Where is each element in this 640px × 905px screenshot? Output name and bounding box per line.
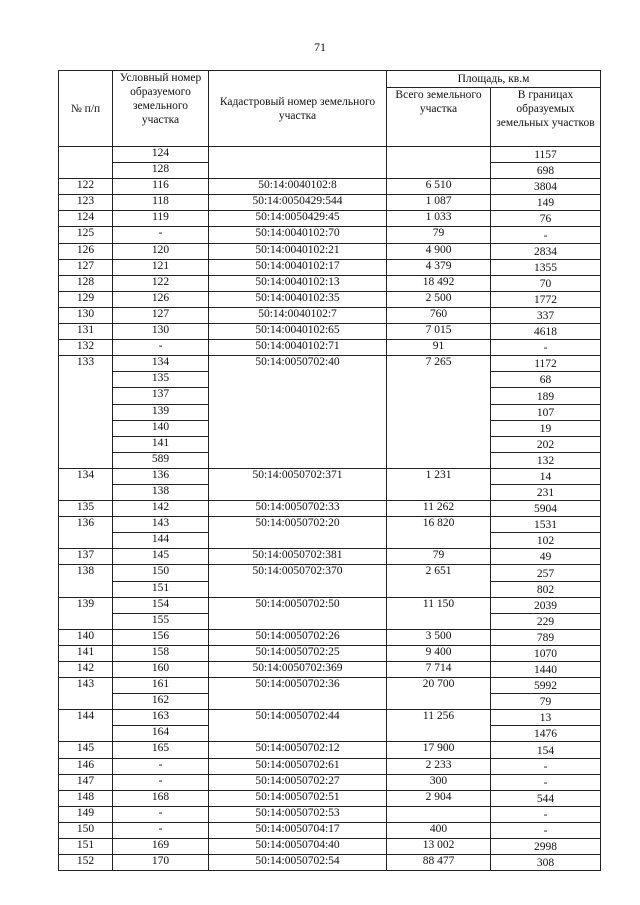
cadastral-number-cell: 50:14:0050429:544 — [209, 195, 387, 211]
area-total-cell: 2 651 — [387, 565, 491, 597]
area-within-cell: 1531 — [491, 517, 601, 533]
area-within-cell: 49 — [491, 549, 601, 565]
conditional-number-cell: 155 — [113, 613, 209, 629]
area-total-cell: 2 904 — [387, 790, 491, 806]
conditional-number-cell: 141 — [113, 436, 209, 452]
conditional-number-cell: - — [113, 758, 209, 774]
table-row — [59, 645, 601, 661]
cadastral-number-cell: 50:14:0050702:27 — [209, 774, 387, 790]
area-within-cell: 1157 — [491, 147, 601, 163]
area-within-cell: 154 — [491, 742, 601, 758]
area-within-cell: 257 — [491, 565, 601, 581]
cadastral-number-cell: 50:14:0050702:36 — [209, 678, 387, 710]
conditional-number-cell: 164 — [113, 726, 209, 742]
area-within-cell: - — [491, 340, 601, 356]
area-within-cell: 189 — [491, 388, 601, 404]
cadastral-number-cell: 50:14:0050702:381 — [209, 549, 387, 565]
row-number-cell: 150 — [59, 822, 113, 838]
table-row — [59, 195, 601, 211]
conditional-number-cell: 144 — [113, 533, 209, 549]
area-within-cell: 2834 — [491, 243, 601, 259]
cadastral-number-cell: 50:14:0040102:70 — [209, 227, 387, 243]
row-number-cell: 139 — [59, 597, 113, 629]
cadastral-number-cell: 50:14:0050702:370 — [209, 565, 387, 597]
row-number-cell: 152 — [59, 855, 113, 871]
table-row — [59, 291, 601, 307]
row-number-cell: 145 — [59, 742, 113, 758]
row-number-cell: 141 — [59, 645, 113, 661]
conditional-number-cell: - — [113, 774, 209, 790]
area-within-cell: - — [491, 227, 601, 243]
cadastral-number-cell: 50:14:0050429:45 — [209, 211, 387, 227]
cadastral-number-cell: 50:14:0050702:12 — [209, 742, 387, 758]
row-number-cell: 146 — [59, 758, 113, 774]
cadastral-number-cell: 50:14:0050702:54 — [209, 855, 387, 871]
conditional-number-cell: 170 — [113, 855, 209, 871]
area-within-cell: 79 — [491, 694, 601, 710]
conditional-number-cell: 150 — [113, 565, 209, 581]
row-number-cell: 134 — [59, 468, 113, 500]
cadastral-number-cell: 50:14:0050702:369 — [209, 662, 387, 678]
area-within-cell: 1355 — [491, 259, 601, 275]
table-row — [59, 855, 601, 871]
cadastral-number-cell: 50:14:0050702:51 — [209, 790, 387, 806]
area-within-cell: 1772 — [491, 291, 601, 307]
area-within-cell: 3804 — [491, 179, 601, 195]
row-number-cell: 144 — [59, 710, 113, 742]
conditional-number-cell: 154 — [113, 597, 209, 613]
area-within-cell: 2039 — [491, 597, 601, 613]
area-total-cell: 79 — [387, 227, 491, 243]
table-row — [59, 758, 601, 774]
cadastral-number-cell: 50:14:0040102:21 — [209, 243, 387, 259]
conditional-number-cell: 162 — [113, 694, 209, 710]
area-total-cell: 7 265 — [387, 356, 491, 469]
area-total-cell: 18 492 — [387, 275, 491, 291]
row-number-cell: 142 — [59, 662, 113, 678]
area-total-cell: 16 820 — [387, 517, 491, 549]
conditional-number-cell: 142 — [113, 501, 209, 517]
area-within-cell: 4618 — [491, 324, 601, 340]
table-row — [59, 790, 601, 806]
header-area-group: Площадь, кв.м — [387, 71, 601, 88]
table-row — [59, 678, 601, 694]
header-area-total: Всего земельного участка — [387, 88, 491, 147]
row-number-cell: 138 — [59, 565, 113, 597]
conditional-number-cell: - — [113, 340, 209, 356]
cadastral-number-cell: 50:14:0050702:20 — [209, 517, 387, 549]
table-row — [59, 710, 601, 726]
area-within-cell: - — [491, 822, 601, 838]
area-within-cell: 308 — [491, 855, 601, 871]
table-row — [59, 307, 601, 323]
area-total-cell: 7 714 — [387, 662, 491, 678]
table-row — [59, 839, 601, 855]
cadastral-number-cell: 50:14:0050702:61 — [209, 758, 387, 774]
cadastral-number-cell: 50:14:0050702:40 — [209, 356, 387, 469]
header-conditional-number: Условный номер образуемого земельного участка — [113, 71, 209, 147]
conditional-number-cell: 126 — [113, 291, 209, 307]
row-number-cell: 135 — [59, 501, 113, 517]
conditional-number-cell: 116 — [113, 179, 209, 195]
conditional-number-cell: 121 — [113, 259, 209, 275]
cadastral-number-cell: 50:14:0040102:7 — [209, 307, 387, 323]
area-within-cell: 229 — [491, 613, 601, 629]
area-total-cell: 2 233 — [387, 758, 491, 774]
table-row — [59, 629, 601, 645]
table-row — [59, 356, 601, 372]
area-within-cell: 107 — [491, 404, 601, 420]
row-number-cell: 151 — [59, 839, 113, 855]
page-number: 71 — [314, 40, 326, 54]
area-within-cell: - — [491, 806, 601, 822]
cadastral-number-cell: 50:14:0050702:371 — [209, 468, 387, 500]
cadastral-number-cell: 50:14:0040102:65 — [209, 324, 387, 340]
conditional-number-cell: 156 — [113, 629, 209, 645]
area-total-cell: 1 033 — [387, 211, 491, 227]
row-number-cell: 125 — [59, 227, 113, 243]
table-row — [59, 549, 601, 565]
table-row — [59, 468, 601, 484]
table-row — [59, 324, 601, 340]
table-row — [59, 259, 601, 275]
cadastral-number-cell: 50:14:0050704:40 — [209, 839, 387, 855]
table-row — [59, 501, 601, 517]
area-within-cell: 2998 — [491, 839, 601, 855]
conditional-number-cell: 135 — [113, 372, 209, 388]
conditional-number-cell: 143 — [113, 517, 209, 533]
area-within-cell: 1070 — [491, 645, 601, 661]
cadastral-number-cell: 50:14:0050702:44 — [209, 710, 387, 742]
conditional-number-cell: 589 — [113, 452, 209, 468]
conditional-number-cell: 168 — [113, 790, 209, 806]
area-within-cell: 1476 — [491, 726, 601, 742]
cadastral-number-cell: 50:14:0040102:13 — [209, 275, 387, 291]
conditional-number-cell: - — [113, 227, 209, 243]
area-total-cell: 17 900 — [387, 742, 491, 758]
area-within-cell: 14 — [491, 468, 601, 484]
conditional-number-cell: 134 — [113, 356, 209, 372]
area-within-cell: 337 — [491, 307, 601, 323]
area-within-cell: 1172 — [491, 356, 601, 372]
conditional-number-cell: 139 — [113, 404, 209, 420]
area-total-cell: 400 — [387, 822, 491, 838]
area-within-cell: 231 — [491, 484, 601, 500]
cadastral-number-cell: 50:14:0040102:8 — [209, 179, 387, 195]
conditional-number-cell: 158 — [113, 645, 209, 661]
conditional-number-cell: 160 — [113, 662, 209, 678]
area-within-cell: 698 — [491, 163, 601, 179]
table-row — [59, 227, 601, 243]
table-row — [59, 243, 601, 259]
table-row — [59, 211, 601, 227]
area-within-cell: 5992 — [491, 678, 601, 694]
area-total-cell: 6 510 — [387, 179, 491, 195]
conditional-number-cell: 128 — [113, 163, 209, 179]
area-total-cell: 1 087 — [387, 195, 491, 211]
conditional-number-cell: 169 — [113, 839, 209, 855]
cadastral-number-cell: 50:14:0040102:17 — [209, 259, 387, 275]
row-number-cell: 140 — [59, 629, 113, 645]
row-number-cell: 148 — [59, 790, 113, 806]
area-within-cell: 802 — [491, 581, 601, 597]
row-number-cell: 129 — [59, 291, 113, 307]
area-total-cell: 3 500 — [387, 629, 491, 645]
area-total-cell: 88 477 — [387, 855, 491, 871]
area-within-cell: 132 — [491, 452, 601, 468]
table-row — [59, 565, 601, 581]
conditional-number-cell: 122 — [113, 275, 209, 291]
table-row — [59, 806, 601, 822]
area-total-cell: 4 379 — [387, 259, 491, 275]
cadastral-number-cell: 50:14:0050704:17 — [209, 822, 387, 838]
conditional-number-cell: 136 — [113, 468, 209, 484]
table-row — [59, 179, 601, 195]
row-number-cell: 122 — [59, 179, 113, 195]
row-number-cell: 149 — [59, 806, 113, 822]
row-number-cell: 126 — [59, 243, 113, 259]
header-area-within: В границах образуемых земельных участков — [491, 88, 601, 147]
conditional-number-cell: 120 — [113, 243, 209, 259]
header-num: № п/п — [59, 71, 113, 147]
row-number-cell: 123 — [59, 195, 113, 211]
area-total-cell: 11 262 — [387, 501, 491, 517]
area-within-cell: 202 — [491, 436, 601, 452]
conditional-number-cell: 163 — [113, 710, 209, 726]
cadastral-number-cell: 50:14:0040102:71 — [209, 340, 387, 356]
table-row — [59, 822, 601, 838]
row-number-cell: 131 — [59, 324, 113, 340]
area-total-cell: 91 — [387, 340, 491, 356]
conditional-number-cell: 145 — [113, 549, 209, 565]
conditional-number-cell: 137 — [113, 388, 209, 404]
cadastral-number-cell — [209, 147, 387, 179]
row-number-cell: 127 — [59, 259, 113, 275]
conditional-number-cell: 119 — [113, 211, 209, 227]
area-within-cell: 149 — [491, 195, 601, 211]
area-total-cell: 11 256 — [387, 710, 491, 742]
area-total-cell: 20 700 — [387, 678, 491, 710]
header-cadastral-number: Кадастровый номер земельного участка — [209, 71, 387, 147]
conditional-number-cell: 130 — [113, 324, 209, 340]
row-number-cell: 143 — [59, 678, 113, 710]
table-row — [59, 340, 601, 356]
table-row — [59, 662, 601, 678]
area-within-cell: 68 — [491, 372, 601, 388]
area-total-cell: 9 400 — [387, 645, 491, 661]
area-total-cell: 2 500 — [387, 291, 491, 307]
conditional-number-cell: 127 — [113, 307, 209, 323]
cadastral-number-cell: 50:14:0050702:53 — [209, 806, 387, 822]
area-within-cell: 13 — [491, 710, 601, 726]
row-number-cell: 147 — [59, 774, 113, 790]
cadastral-number-cell: 50:14:0040102:35 — [209, 291, 387, 307]
cadastral-number-cell: 50:14:0050702:26 — [209, 629, 387, 645]
conditional-number-cell: 165 — [113, 742, 209, 758]
area-within-cell: 70 — [491, 275, 601, 291]
area-total-cell — [387, 147, 491, 179]
area-within-cell: 5904 — [491, 501, 601, 517]
table-row — [59, 517, 601, 533]
area-within-cell: - — [491, 774, 601, 790]
table-row — [59, 147, 601, 163]
area-within-cell: 1440 — [491, 662, 601, 678]
area-within-cell: - — [491, 758, 601, 774]
area-total-cell: 13 002 — [387, 839, 491, 855]
table-row — [59, 742, 601, 758]
area-total-cell: 11 150 — [387, 597, 491, 629]
area-within-cell: 76 — [491, 211, 601, 227]
row-number-cell: 128 — [59, 275, 113, 291]
table-row — [59, 275, 601, 291]
area-within-cell: 544 — [491, 790, 601, 806]
cadastral-number-cell: 50:14:0050702:33 — [209, 501, 387, 517]
row-number-cell — [59, 147, 113, 179]
row-number-cell: 130 — [59, 307, 113, 323]
row-number-cell: 132 — [59, 340, 113, 356]
row-number-cell: 124 — [59, 211, 113, 227]
conditional-number-cell: 140 — [113, 420, 209, 436]
area-within-cell: 102 — [491, 533, 601, 549]
conditional-number-cell: 118 — [113, 195, 209, 211]
land-plots-table — [58, 70, 601, 871]
row-number-cell: 136 — [59, 517, 113, 549]
conditional-number-cell: 161 — [113, 678, 209, 694]
conditional-number-cell: 151 — [113, 581, 209, 597]
area-within-cell: 789 — [491, 629, 601, 645]
row-number-cell: 137 — [59, 549, 113, 565]
area-total-cell: 4 900 — [387, 243, 491, 259]
conditional-number-cell: - — [113, 806, 209, 822]
area-within-cell: 19 — [491, 420, 601, 436]
conditional-number-cell: 124 — [113, 147, 209, 163]
conditional-number-cell: - — [113, 822, 209, 838]
cadastral-number-cell: 50:14:0050702:25 — [209, 645, 387, 661]
table-body — [59, 147, 601, 871]
area-total-cell: 79 — [387, 549, 491, 565]
conditional-number-cell: 138 — [113, 484, 209, 500]
area-total-cell: 300 — [387, 774, 491, 790]
table-row — [59, 597, 601, 613]
row-number-cell: 133 — [59, 356, 113, 469]
cadastral-number-cell: 50:14:0050702:50 — [209, 597, 387, 629]
table-row — [59, 774, 601, 790]
area-total-cell: 760 — [387, 307, 491, 323]
area-total-cell — [387, 806, 491, 822]
area-total-cell: 1 231 — [387, 468, 491, 500]
area-total-cell: 7 015 — [387, 324, 491, 340]
